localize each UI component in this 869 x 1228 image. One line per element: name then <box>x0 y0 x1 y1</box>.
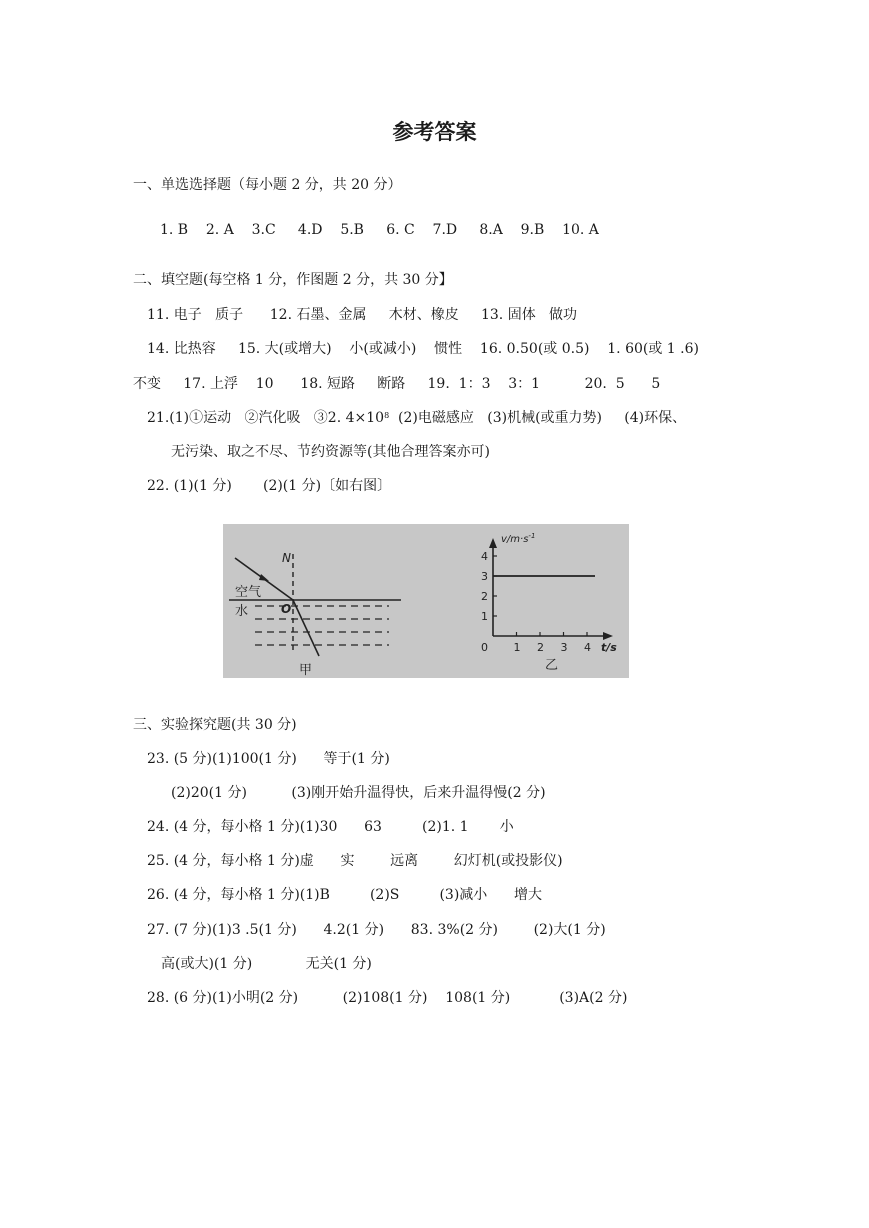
y-tick-label: 3 <box>481 570 488 583</box>
x-tick-label: 3 <box>560 641 568 654</box>
x-tick-label: 0 <box>481 641 488 654</box>
answer-line-21-part2: (2)电磁感应 (3)机械(或重力势) (4)环保、 <box>389 410 687 426</box>
answer-line-11: 11. 电子 质子 12. 石墨、金属 木材、橡皮 13. 固体 做功 <box>147 307 578 323</box>
answer-figure <box>223 524 629 678</box>
section2-heading: 二、填空题(每空格 1 分，作图题 2 分，共 30 分】 <box>133 272 453 288</box>
y-tick-label: 4 <box>481 550 488 563</box>
answer-line-24: 24. (4 分，每小格 1 分)(1)30 63 (2)1. 1 小 <box>147 819 514 835</box>
vt-graph <box>481 532 617 673</box>
exponent: 8 <box>384 411 390 420</box>
y-axis-arrow-icon <box>489 538 497 548</box>
refracted-ray <box>293 600 319 656</box>
y-axis-label-sup: -1 <box>528 532 536 540</box>
x-axis-label: t/s <box>601 641 617 654</box>
x-tick-label: 1 <box>513 641 521 654</box>
answer-line-27: 27. (7 分)(1)3 .5(1 分) 4.2(1 分) 83. 3%(2 分) (2)大(1 分) <box>147 922 606 938</box>
arrow-icon <box>259 574 269 581</box>
x-tick-label: 2 <box>537 641 544 654</box>
x-axis-arrow-icon <box>603 632 613 640</box>
answer-line-23-cont: (2)20(1 分) (3)刚开始升温得快，后来升温得慢(2 分) <box>171 785 546 801</box>
section1-heading: 一、单选选择题（每小题 2 分，共 20 分） <box>133 177 402 193</box>
answer-line-27-cont: 高(或大)(1 分) 无关(1 分) <box>161 956 372 972</box>
answer-line-28: 28. (6 分)(1)小明(2 分) (2)108(1 分) 108(1 分) (3)A(2 分) <box>147 990 628 1006</box>
caption-left: 甲 <box>299 663 313 678</box>
answer-line-21 <box>147 409 686 427</box>
label-N: N <box>282 551 291 565</box>
label-O: O <box>281 602 292 616</box>
refraction-diagram <box>229 551 401 678</box>
caption-right: 乙 <box>545 658 559 673</box>
answer-line-21-cont: 无污染、取之不尽、节约资源等(其他合理答案亦可) <box>171 444 490 460</box>
answer-line-14-cont: 不变 17. 上浮 10 18. 短路 断路 19. 1：3 3：1 20. 5 5 <box>133 376 661 392</box>
section1-answers: 1. B 2. A 3.C 4.D 5.B 6. C 7.D 8.A 9.B 10. A <box>160 222 599 238</box>
answer-line-26: 26. (4 分，每小格 1 分)(1)B (2)S (3)减小 增大 <box>147 887 542 903</box>
x-tick-label: 4 <box>584 641 591 654</box>
label-air: 空气 <box>235 585 262 600</box>
figure-svg <box>223 524 629 678</box>
answer-line-22: 22. (1)(1 分) (2)(1 分)〔如右图〕 <box>147 478 392 494</box>
answer-line-23: 23. (5 分)(1)100(1 分) 等于(1 分) <box>147 751 390 767</box>
y-axis-label-text: v/m·s <box>501 534 529 545</box>
section3-heading: 三、实验探究题(共 30 分) <box>133 717 297 733</box>
y-tick-label: 1 <box>481 610 488 623</box>
page-title: 参考答案 <box>392 120 477 144</box>
y-tick-label: 2 <box>481 590 488 603</box>
label-water: 水 <box>235 604 249 619</box>
answer-line-21-part1: 21.(1)①运动 ②汽化吸 ③2. 4×10 <box>147 410 385 426</box>
y-axis-label <box>501 532 535 545</box>
answer-line-14: 14. 比热容 15. 大(或增大) 小(或减小) 惯性 16. 0.50(或 0.5) 1. 60(或 1 .6) <box>147 341 699 357</box>
answer-line-25: 25. (4 分，每小格 1 分)虚 实 远离 幻灯机(或投影仪) <box>147 853 563 869</box>
